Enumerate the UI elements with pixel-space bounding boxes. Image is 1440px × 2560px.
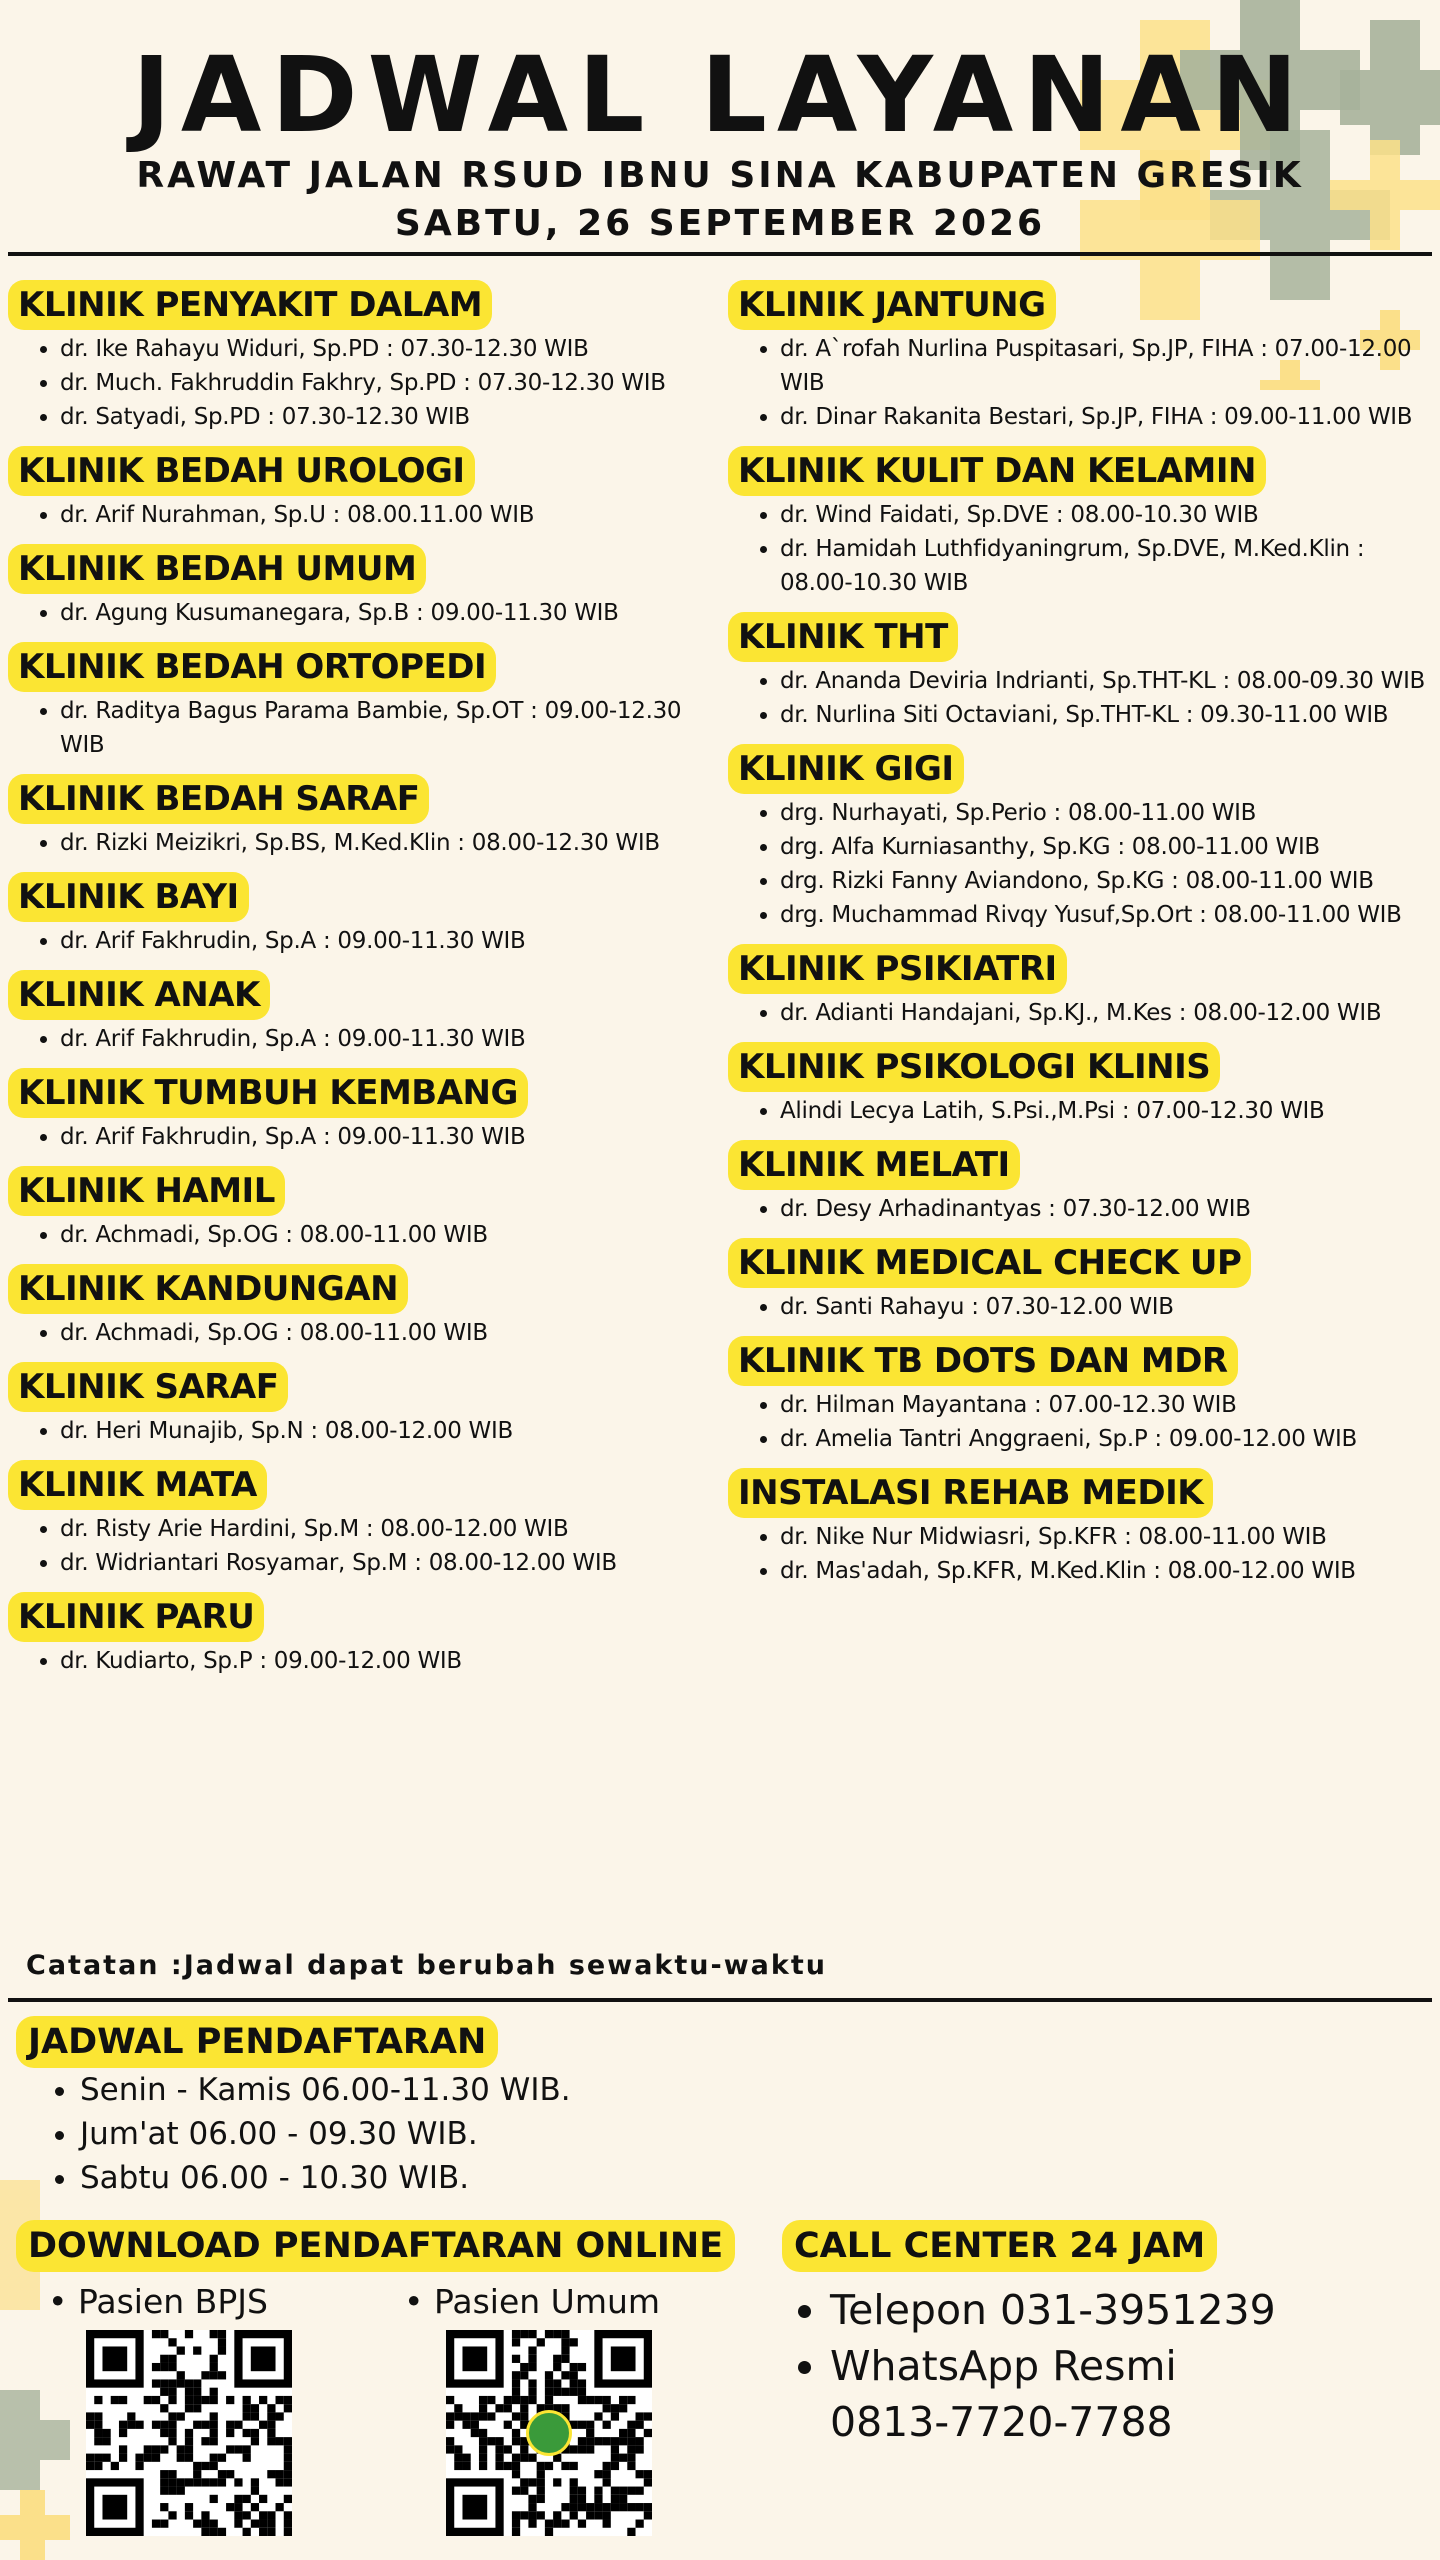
schedule-date: SABTU, 26 SEPTEMBER 2026: [394, 203, 1046, 244]
page-subtitle: RAWAT JALAN RSUD IBNU SINA KABUPATEN GRESIK: [136, 155, 1304, 196]
registration-item: • Senin - Kamis 06.00-11.30 WIB.: [80, 2068, 571, 2112]
doctor-list: [728, 664, 1438, 732]
doctor-schedule: • dr. Santi Rahayu : 07.30-12.00 WIB: [780, 1290, 1438, 1324]
clinic-section: [8, 1592, 708, 1678]
clinic-title: KLINIK BEDAH UMUM: [8, 544, 426, 594]
call-center-title: CALL CENTER 24 JAM: [782, 2220, 1217, 2272]
clinic-section: [728, 280, 1438, 434]
clinic-section: [728, 1238, 1438, 1324]
header-divider: [8, 252, 1432, 256]
clinic-title: KLINIK PARU: [8, 1592, 264, 1642]
doctor-schedule: • dr. Agung Kusumanegara, Sp.B : 09.00-11.30 WIB: [60, 596, 708, 630]
doctor-schedule: • dr. Desy Arhadinantyas : 07.30-12.00 WIB: [780, 1192, 1438, 1226]
clinic-title: KLINIK BEDAH SARAF: [8, 774, 429, 824]
clinic-title: KLINIK KULIT DAN KELAMIN: [728, 446, 1266, 496]
clinic-title: KLINIK BEDAH ORTOPEDI: [8, 642, 496, 692]
clinic-title: KLINIK THT: [728, 612, 958, 662]
doctor-list: [8, 1414, 708, 1448]
doctor-schedule: • dr. Arif Fakhrudin, Sp.A : 09.00-11.30 WIB: [60, 924, 708, 958]
doctor-schedule: • dr. Satyadi, Sp.PD : 07.30-12.30 WIB: [60, 400, 708, 434]
clinic-section: [728, 1468, 1438, 1588]
clinic-section: [728, 612, 1438, 732]
clinic-title: KLINIK JANTUNG: [728, 280, 1056, 330]
doctor-list: [8, 694, 708, 762]
clinic-column-right: [728, 280, 1438, 1600]
doctor-schedule: • dr. Hamidah Luthfidyaningrum, Sp.DVE, M.Ked.Klin : 08.00-10.30 WIB: [780, 532, 1438, 600]
doctor-schedule: • dr. Hilman Mayantana : 07.00-12.30 WIB: [780, 1388, 1438, 1422]
doctor-schedule: • dr. Ananda Deviria Indrianti, Sp.THT-KL : 08.00-09.30 WIB: [780, 664, 1438, 698]
doctor-schedule: • dr. Adianti Handajani, Sp.KJ., M.Kes : 08.00-12.00 WIB: [780, 996, 1438, 1030]
doctor-schedule: • dr. Raditya Bagus Parama Bambie, Sp.OT : 09.00-12.30 WIB: [60, 694, 708, 762]
doctor-list: [8, 498, 708, 532]
doctor-list: [8, 332, 708, 434]
umum-label: • Pasien Umum: [404, 2282, 660, 2321]
clinic-title: KLINIK HAMIL: [8, 1166, 285, 1216]
clinic-section: [8, 1166, 708, 1252]
registration-item: • Sabtu 06.00 - 10.30 WIB.: [80, 2156, 571, 2200]
doctor-list: [728, 332, 1438, 434]
doctor-schedule: • dr. Mas'adah, Sp.KFR, M.Ked.Klin : 08.00-12.00 WIB: [780, 1554, 1438, 1588]
schedule-note: Catatan :Jadwal dapat berubah sewaktu-waktu: [26, 1950, 827, 1981]
whatsapp-label: WhatsApp Resmi: [830, 2342, 1177, 2390]
clinic-section: [8, 1068, 708, 1154]
doctor-schedule: • dr. Amelia Tantri Anggraeni, Sp.P : 09.00-12.00 WIB: [780, 1422, 1438, 1456]
whatsapp-contact[interactable]: [830, 2338, 1276, 2450]
clinic-title: KLINIK MELATI: [728, 1140, 1020, 1190]
clinic-title: KLINIK TB DOTS DAN MDR: [728, 1336, 1238, 1386]
clinic-section: [728, 1336, 1438, 1456]
download-title: DOWNLOAD PENDAFTARAN ONLINE: [16, 2220, 735, 2272]
doctor-schedule: • drg. Muchammad Rivqy Yusuf,Sp.Ort : 08.00-11.00 WIB: [780, 898, 1438, 932]
doctor-schedule: • dr. Achmadi, Sp.OG : 08.00-11.00 WIB: [60, 1316, 708, 1350]
clinic-section: [8, 544, 708, 630]
clinic-title: KLINIK PSIKOLOGI KLINIS: [728, 1042, 1220, 1092]
clinic-column-left: [8, 280, 708, 1690]
doctor-schedule: • dr. Arif Fakhrudin, Sp.A : 09.00-11.30 WIB: [60, 1120, 708, 1154]
clinic-title: KLINIK KANDUNGAN: [8, 1264, 408, 1314]
doctor-list: [8, 596, 708, 630]
clinic-title: KLINIK TUMBUH KEMBANG: [8, 1068, 528, 1118]
clinic-title: KLINIK MATA: [8, 1460, 267, 1510]
clinic-section: [728, 1140, 1438, 1226]
clinic-title: INSTALASI REHAB MEDIK: [728, 1468, 1213, 1518]
whatsapp-number: 0813-7720-7788: [830, 2398, 1173, 2446]
doctor-schedule: • Alindi Lecya Latih, S.Psi.,M.Psi : 07.00-12.30 WIB: [780, 1094, 1438, 1128]
clinic-title: KLINIK ANAK: [8, 970, 270, 1020]
doctor-schedule: • dr. Nurlina Siti Octaviani, Sp.THT-KL : 09.30-11.00 WIB: [780, 698, 1438, 732]
header: [0, 34, 1440, 246]
footer-divider: [8, 1998, 1432, 2002]
clinic-section: [8, 1264, 708, 1350]
clinic-title: KLINIK BAYI: [8, 872, 249, 922]
phone-number[interactable]: • Telepon 031-3951239: [830, 2282, 1276, 2338]
doctor-schedule: • dr. A`rofah Nurlina Puspitasari, Sp.JP, FIHA : 07.00-12.00 WIB: [780, 332, 1438, 400]
doctor-schedule: • dr. Heri Munajib, Sp.N : 08.00-12.00 WIB: [60, 1414, 708, 1448]
clinic-section: [8, 1460, 708, 1580]
doctor-list: [8, 1512, 708, 1580]
doctor-schedule: • drg. Rizki Fanny Aviandono, Sp.KG : 08.00-11.00 WIB: [780, 864, 1438, 898]
doctor-list: [728, 498, 1438, 600]
doctor-schedule: • dr. Wind Faidati, Sp.DVE : 08.00-10.30 WIB: [780, 498, 1438, 532]
doctor-list: [728, 1192, 1438, 1226]
clinic-title: KLINIK MEDICAL CHECK UP: [728, 1238, 1251, 1288]
clinic-section: [8, 280, 708, 434]
doctor-schedule: • dr. Much. Fakhruddin Fakhry, Sp.PD : 07.30-12.30 WIB: [60, 366, 708, 400]
registration-title: JADWAL PENDAFTARAN: [16, 2016, 498, 2068]
clinic-section: [8, 970, 708, 1056]
doctor-list: [728, 1290, 1438, 1324]
call-center-list: [780, 2282, 1276, 2450]
doctor-list: [728, 1388, 1438, 1456]
doctor-schedule: • drg. Nurhayati, Sp.Perio : 08.00-11.00 WIB: [780, 796, 1438, 830]
doctor-schedule: • dr. Ike Rahayu Widuri, Sp.PD : 07.30-12.30 WIB: [60, 332, 708, 366]
doctor-schedule: • dr. Arif Nurahman, Sp.U : 08.00.11.00 WIB: [60, 498, 708, 532]
umum-qr-code[interactable]: [446, 2330, 652, 2536]
doctor-list: [8, 924, 708, 958]
doctor-schedule: • dr. Rizki Meizikri, Sp.BS, M.Ked.Klin : 08.00-12.30 WIB: [60, 826, 708, 860]
clinic-section: [8, 872, 708, 958]
registration-list: [26, 2068, 571, 2200]
clinic-title: KLINIK BEDAH UROLOGI: [8, 446, 475, 496]
doctor-schedule: • dr. Dinar Rakanita Bestari, Sp.JP, FIHA : 09.00-11.00 WIB: [780, 400, 1438, 434]
doctor-schedule: • dr. Arif Fakhrudin, Sp.A : 09.00-11.30 WIB: [60, 1022, 708, 1056]
bpjs-label: • Pasien BPJS: [48, 2282, 268, 2321]
clinic-section: [8, 774, 708, 860]
doctor-schedule: • dr. Risty Arie Hardini, Sp.M : 08.00-12.00 WIB: [60, 1512, 708, 1546]
doctor-schedule: • dr. Achmadi, Sp.OG : 08.00-11.00 WIB: [60, 1218, 708, 1252]
bpjs-qr-code[interactable]: [86, 2330, 292, 2536]
clinic-title: KLINIK GIGI: [728, 744, 964, 794]
page-title: JADWAL LAYANAN: [132, 34, 1308, 156]
doctor-list: [8, 1644, 708, 1678]
clinic-section: [728, 744, 1438, 932]
clinic-section: [8, 642, 708, 762]
clinic-section: [8, 446, 708, 532]
doctor-list: [8, 1120, 708, 1154]
doctor-list: [8, 826, 708, 860]
doctor-schedule: • dr. Kudiarto, Sp.P : 09.00-12.00 WIB: [60, 1644, 708, 1678]
doctor-list: [8, 1316, 708, 1350]
doctor-list: [8, 1218, 708, 1252]
doctor-schedule: • dr. Widriantari Rosyamar, Sp.M : 08.00-12.00 WIB: [60, 1546, 708, 1580]
clinic-title: KLINIK SARAF: [8, 1362, 288, 1412]
clinic-title: KLINIK PSIKIATRI: [728, 944, 1067, 994]
clinic-title: KLINIK PENYAKIT DALAM: [8, 280, 492, 330]
doctor-list: [728, 1094, 1438, 1128]
doctor-schedule: • dr. Nike Nur Midwiasri, Sp.KFR : 08.00-11.00 WIB: [780, 1520, 1438, 1554]
doctor-list: [8, 1022, 708, 1056]
hospital-logo-icon: [526, 2410, 572, 2456]
doctor-schedule: • drg. Alfa Kurniasanthy, Sp.KG : 08.00-11.00 WIB: [780, 830, 1438, 864]
registration-item: • Jum'at 06.00 - 09.30 WIB.: [80, 2112, 571, 2156]
clinic-section: [728, 446, 1438, 600]
clinic-section: [728, 1042, 1438, 1128]
clinic-section: [728, 944, 1438, 1030]
doctor-list: [728, 1520, 1438, 1588]
doctor-list: [728, 796, 1438, 932]
clinic-section: [8, 1362, 708, 1448]
doctor-list: [728, 996, 1438, 1030]
